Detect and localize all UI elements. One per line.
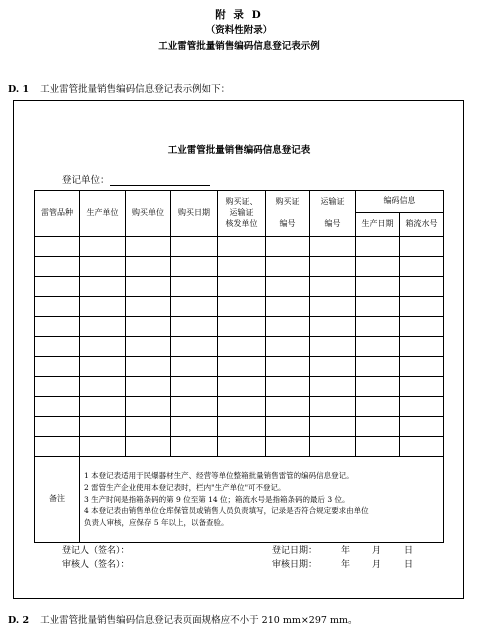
table-cell[interactable] bbox=[171, 437, 218, 457]
table-cell[interactable] bbox=[218, 257, 266, 277]
table-cell[interactable] bbox=[35, 297, 80, 317]
table-cell[interactable] bbox=[126, 317, 171, 337]
header-row-1 bbox=[35, 191, 444, 213]
table-cell[interactable] bbox=[35, 417, 80, 437]
registration-unit bbox=[62, 172, 210, 186]
table-cell[interactable] bbox=[400, 377, 444, 397]
registration-date-label: 登记日期： bbox=[272, 546, 318, 556]
table-cell[interactable] bbox=[266, 277, 310, 297]
table-row bbox=[35, 397, 444, 417]
table-cell[interactable] bbox=[266, 357, 310, 377]
table-cell[interactable] bbox=[356, 397, 400, 417]
table-cell[interactable] bbox=[310, 317, 356, 337]
table-cell[interactable] bbox=[35, 377, 80, 397]
header-issuing-unit-line: 运输证 bbox=[229, 208, 254, 218]
table-cell[interactable] bbox=[80, 337, 126, 357]
table-row bbox=[35, 337, 444, 357]
table-cell[interactable] bbox=[310, 377, 356, 397]
table-cell[interactable] bbox=[218, 417, 266, 437]
note-item: 4 本登记表由销售单位仓库保管员或销售人员负责填写，记录是否符合规定要求由单位 bbox=[84, 506, 369, 516]
table-cell[interactable] bbox=[218, 437, 266, 457]
table-cell[interactable] bbox=[266, 417, 310, 437]
header-box-serial: 箱流水号 bbox=[400, 213, 444, 237]
table-cell[interactable] bbox=[126, 297, 171, 317]
table-cell[interactable] bbox=[171, 277, 218, 297]
table-cell[interactable] bbox=[218, 317, 266, 337]
header-buyer: 购买单位 bbox=[126, 191, 171, 237]
table-cell[interactable] bbox=[400, 277, 444, 297]
table-cell[interactable] bbox=[35, 357, 80, 377]
table-cell[interactable] bbox=[80, 417, 126, 437]
table-cell[interactable] bbox=[126, 237, 171, 257]
table-row bbox=[35, 377, 444, 397]
table-cell[interactable] bbox=[218, 237, 266, 257]
registration-date-year: 年 bbox=[341, 546, 351, 556]
table-cell[interactable] bbox=[266, 377, 310, 397]
table-cell[interactable] bbox=[266, 237, 310, 257]
table-cell[interactable] bbox=[356, 237, 400, 257]
registration-unit-field[interactable] bbox=[110, 175, 210, 186]
table-cell[interactable] bbox=[80, 257, 126, 277]
header-transport-permit-line: 编号 bbox=[324, 218, 341, 228]
table-row bbox=[35, 317, 444, 337]
table-cell[interactable] bbox=[310, 277, 356, 297]
table-row bbox=[35, 417, 444, 437]
table-cell[interactable] bbox=[126, 417, 171, 437]
table-cell[interactable] bbox=[171, 357, 218, 377]
table-cell[interactable] bbox=[218, 297, 266, 317]
table-cell[interactable] bbox=[80, 237, 126, 257]
note-item: 负责人审核，应保存 5 年以上，以备查验。 bbox=[84, 517, 229, 527]
review-date-month: 月 bbox=[372, 560, 382, 570]
appendix-heading: 工业雷管批量销售编码信息登记表示例 bbox=[158, 41, 320, 52]
notes-label: 备注 bbox=[35, 457, 80, 543]
table-cell[interactable] bbox=[310, 357, 356, 377]
table-cell[interactable] bbox=[400, 397, 444, 417]
table-cell[interactable] bbox=[266, 297, 310, 317]
table-cell[interactable] bbox=[126, 257, 171, 277]
table-cell[interactable] bbox=[171, 237, 218, 257]
header-transport-permit-line: 运输证 bbox=[320, 197, 345, 207]
table-cell[interactable] bbox=[35, 317, 80, 337]
table-cell[interactable] bbox=[35, 437, 80, 457]
review-date-day: 日 bbox=[404, 560, 414, 570]
table-cell[interactable] bbox=[400, 237, 444, 257]
table-cell[interactable] bbox=[35, 277, 80, 297]
table-cell[interactable] bbox=[171, 317, 218, 337]
table-cell[interactable] bbox=[310, 257, 356, 277]
table-cell[interactable] bbox=[266, 257, 310, 277]
table-cell[interactable] bbox=[171, 257, 218, 277]
table-cell[interactable] bbox=[310, 417, 356, 437]
registration-date-day: 日 bbox=[404, 546, 414, 556]
table-cell[interactable] bbox=[400, 317, 444, 337]
header-issuing-unit-line: 核发单位 bbox=[225, 218, 258, 228]
table-row bbox=[35, 277, 444, 297]
notes-content bbox=[80, 457, 444, 543]
table-cell[interactable] bbox=[80, 277, 126, 297]
table-body bbox=[35, 237, 444, 543]
table-cell[interactable] bbox=[356, 377, 400, 397]
table-cell[interactable] bbox=[171, 337, 218, 357]
table-cell[interactable] bbox=[400, 297, 444, 317]
table-cell[interactable] bbox=[310, 237, 356, 257]
registrar-signature-label: 登记人（签名）： bbox=[62, 546, 130, 556]
header-detonator-type: 雷管品种 bbox=[35, 191, 80, 237]
table-cell[interactable] bbox=[171, 377, 218, 397]
review-date-label: 审核日期： bbox=[272, 560, 318, 570]
table-cell[interactable] bbox=[400, 357, 444, 377]
header-issuing-unit-line: 购买证、 bbox=[225, 197, 258, 207]
section-d2 bbox=[8, 612, 357, 626]
section-d2-text: 工业雷管批量销售编码信息登记表页面规格应不小于 210 mm×297 mm。 bbox=[40, 615, 358, 626]
table-cell[interactable] bbox=[80, 357, 126, 377]
section-d1-label: D. 1 bbox=[8, 84, 30, 95]
table-cell[interactable] bbox=[126, 337, 171, 357]
header-purchase-permit-no bbox=[266, 191, 310, 237]
table-cell[interactable] bbox=[80, 297, 126, 317]
table-cell[interactable] bbox=[310, 437, 356, 457]
table-cell[interactable] bbox=[356, 297, 400, 317]
header-producer: 生产单位 bbox=[80, 191, 126, 237]
registration-date-month: 月 bbox=[372, 546, 382, 556]
form-title: 工业雷管批量销售编码信息登记表 bbox=[167, 145, 311, 156]
table-cell[interactable] bbox=[400, 257, 444, 277]
table-cell[interactable] bbox=[266, 317, 310, 337]
table-row bbox=[35, 257, 444, 277]
header-purchase-permit-line: 编号 bbox=[279, 218, 296, 228]
section-d2-label: D. 2 bbox=[8, 615, 30, 626]
review-date-year: 年 bbox=[341, 560, 351, 570]
table-cell[interactable] bbox=[356, 277, 400, 297]
table-cell[interactable] bbox=[400, 337, 444, 357]
header-purchase-date: 购买日期 bbox=[171, 191, 218, 237]
table-cell[interactable] bbox=[356, 337, 400, 357]
register-table bbox=[34, 190, 444, 543]
table-cell[interactable] bbox=[266, 397, 310, 417]
reviewer-signature-label: 审核人（签名）： bbox=[62, 560, 130, 570]
table-row bbox=[35, 357, 444, 377]
header-transport-permit-no bbox=[310, 191, 356, 237]
table-cell[interactable] bbox=[356, 417, 400, 437]
table-cell[interactable] bbox=[35, 257, 80, 277]
table-cell[interactable] bbox=[356, 257, 400, 277]
section-d1-text: 工业雷管批量销售编码信息登记表示例如下： bbox=[40, 84, 231, 95]
table-cell[interactable] bbox=[171, 297, 218, 317]
table-cell[interactable] bbox=[356, 357, 400, 377]
table-row bbox=[35, 297, 444, 317]
registration-unit-label: 登记单位： bbox=[62, 175, 110, 186]
table-row bbox=[35, 437, 444, 457]
table-cell[interactable] bbox=[218, 357, 266, 377]
appendix-title: 附 录 D bbox=[215, 9, 263, 21]
appendix-subtitle: （资料性附录） bbox=[205, 25, 273, 36]
table-cell[interactable] bbox=[80, 397, 126, 417]
table-cell[interactable] bbox=[126, 437, 171, 457]
table-cell[interactable] bbox=[126, 397, 171, 417]
table-cell[interactable] bbox=[266, 337, 310, 357]
table-cell[interactable] bbox=[80, 377, 126, 397]
table-cell[interactable] bbox=[126, 277, 171, 297]
header-production-date: 生产日期 bbox=[356, 213, 400, 237]
table-cell[interactable] bbox=[356, 317, 400, 337]
table-cell[interactable] bbox=[266, 437, 310, 457]
table-cell[interactable] bbox=[126, 377, 171, 397]
header-purchase-permit-line: 购买证 bbox=[275, 197, 300, 207]
table-cell[interactable] bbox=[218, 277, 266, 297]
table-cell[interactable] bbox=[218, 337, 266, 357]
table-cell[interactable] bbox=[171, 397, 218, 417]
header-issuing-unit bbox=[218, 191, 266, 237]
table-cell[interactable] bbox=[171, 417, 218, 437]
table-cell[interactable] bbox=[218, 397, 266, 417]
table-cell[interactable] bbox=[80, 317, 126, 337]
table-cell[interactable] bbox=[126, 357, 171, 377]
table-cell[interactable] bbox=[310, 337, 356, 357]
table-cell[interactable] bbox=[400, 417, 444, 437]
table-cell[interactable] bbox=[400, 437, 444, 457]
note-item: 3 生产时间是指箱条码的第 9 位至第 14 位；箱流水号是指箱条码的最后 3 位。 bbox=[84, 494, 350, 504]
table-cell[interactable] bbox=[218, 377, 266, 397]
table-row bbox=[35, 237, 444, 257]
table-cell[interactable] bbox=[356, 437, 400, 457]
section-d1 bbox=[8, 81, 230, 95]
table-cell[interactable] bbox=[80, 437, 126, 457]
note-item: 2 雷管生产企业使用本登记表时，栏内"生产单位"可不登记。 bbox=[84, 483, 286, 493]
table-cell[interactable] bbox=[310, 297, 356, 317]
table-cell[interactable] bbox=[35, 337, 80, 357]
note-item: 1 本登记表适用于民爆器材生产、经营等单位整箱批量销售雷管的编码信息登记。 bbox=[84, 471, 354, 481]
notes-row bbox=[35, 457, 444, 543]
table-cell[interactable] bbox=[35, 397, 80, 417]
header-code-info: 编码信息 bbox=[356, 191, 444, 213]
table-cell[interactable] bbox=[310, 397, 356, 417]
table-cell[interactable] bbox=[35, 237, 80, 257]
